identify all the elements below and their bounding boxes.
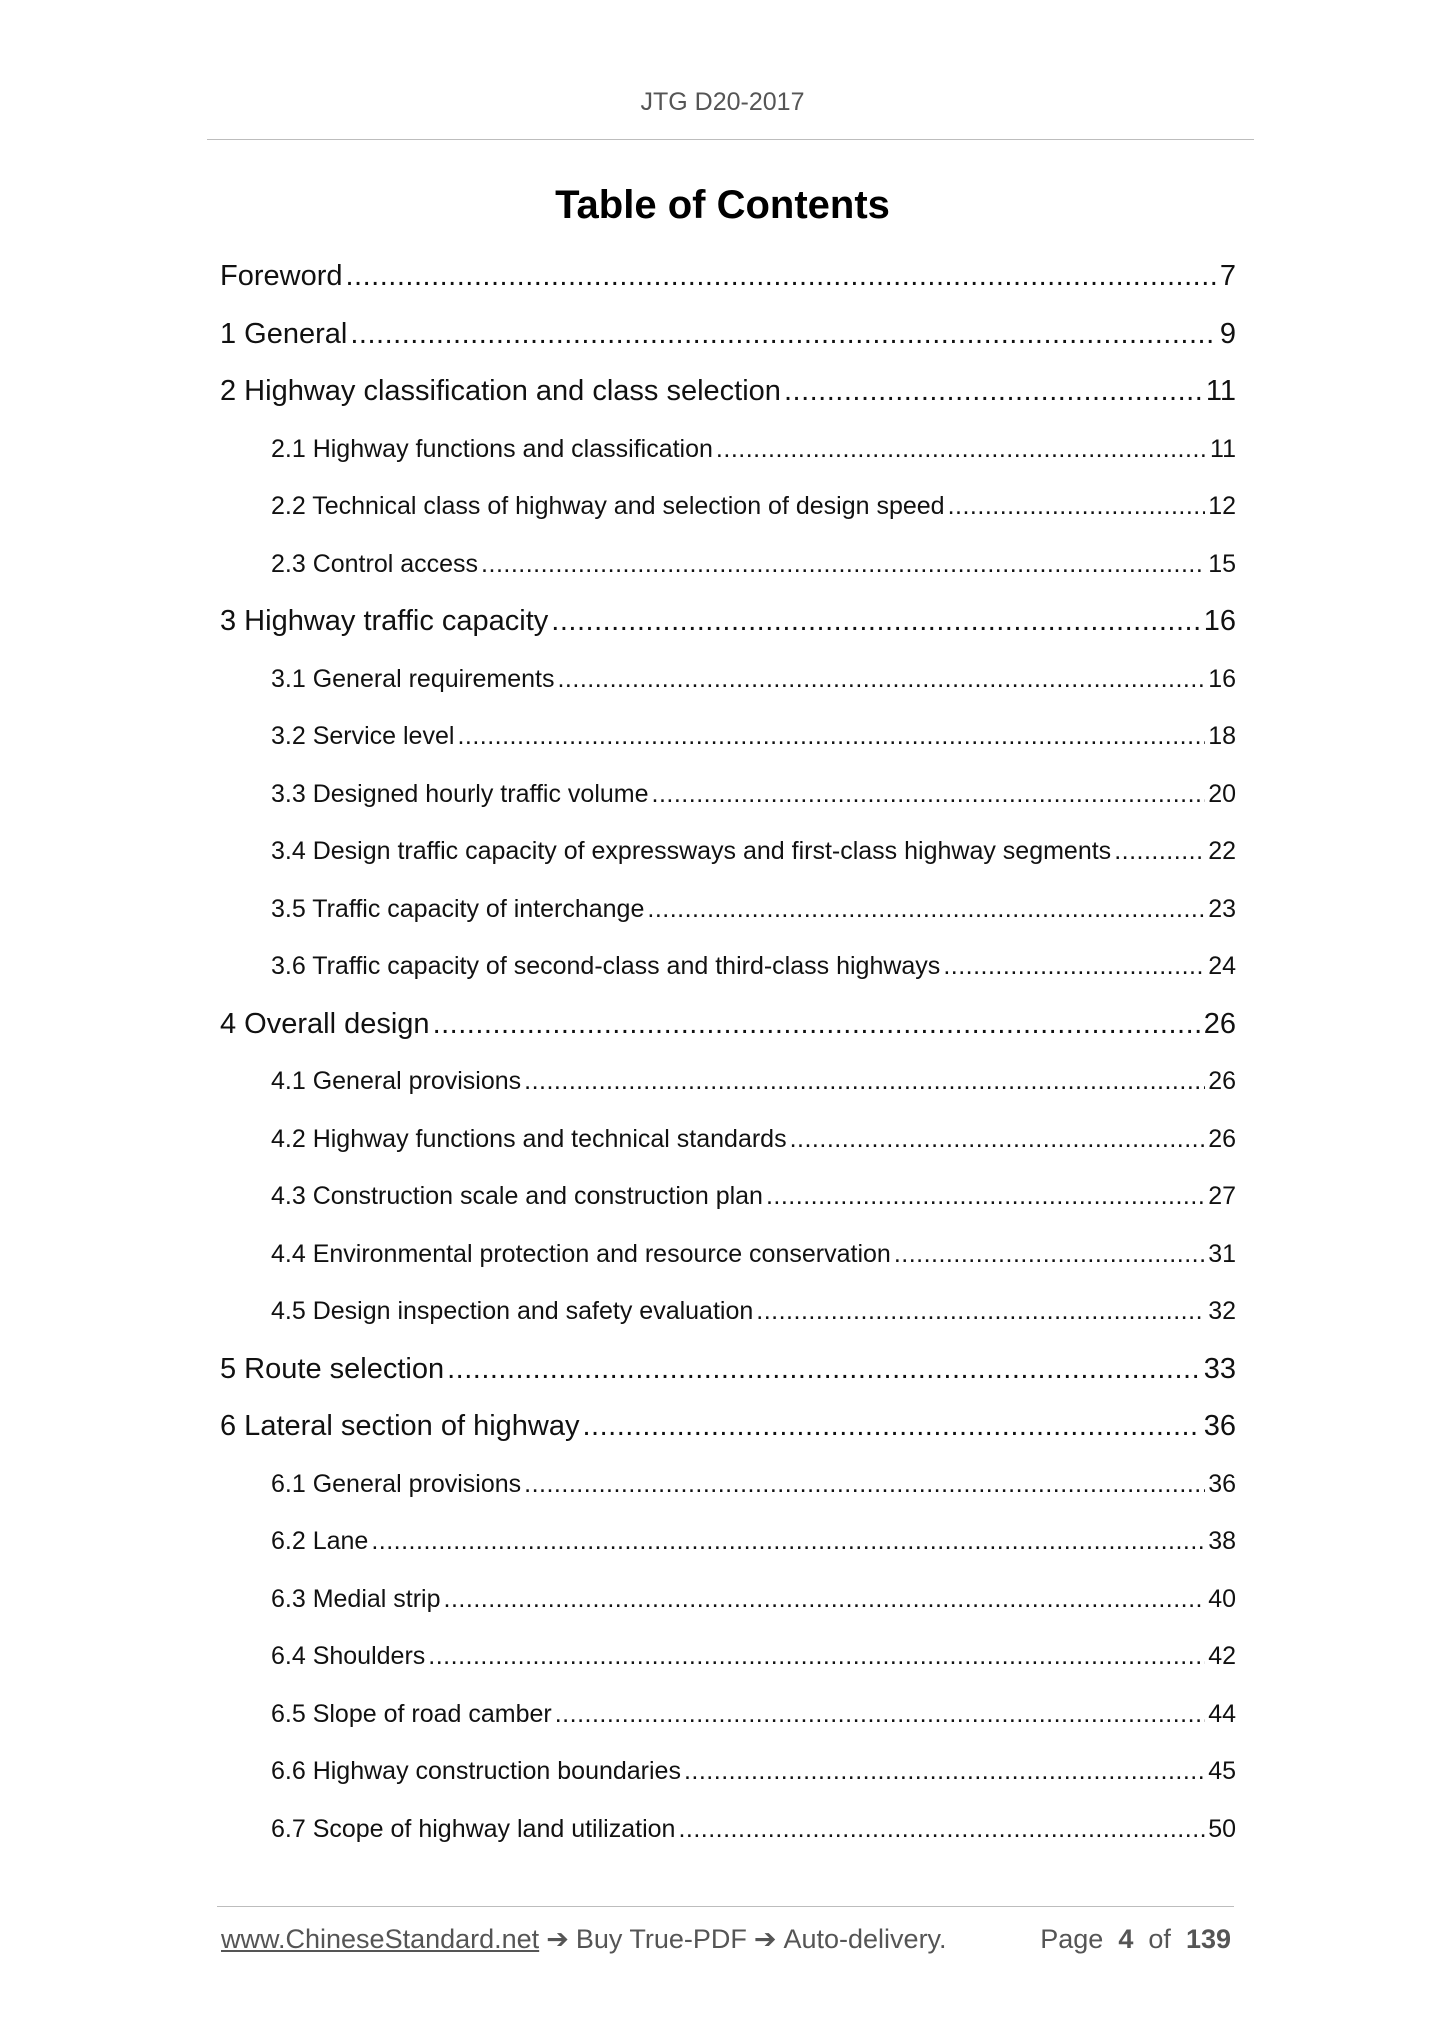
toc-section-entry[interactable] bbox=[220, 1513, 1236, 1571]
toc-entry-page: 7 bbox=[1219, 260, 1236, 292]
toc-entry-page: 24 bbox=[1208, 952, 1236, 980]
toc-chapter-entry[interactable] bbox=[220, 593, 1236, 651]
toc-entry-page: 40 bbox=[1208, 1584, 1236, 1613]
toc-entry-title: 3.1 General requirements bbox=[271, 664, 555, 693]
toc-entry-page: 22 bbox=[1208, 837, 1236, 865]
toc-section-entry[interactable] bbox=[220, 766, 1236, 824]
dot-leader bbox=[1114, 823, 1205, 881]
toc-entry-title: 5 Route selection bbox=[220, 1352, 445, 1385]
dot-leader bbox=[784, 363, 1203, 421]
toc-entry-page: 38 bbox=[1208, 1527, 1236, 1555]
dot-leader bbox=[447, 1341, 1201, 1399]
toc-entry-page: 44 bbox=[1208, 1699, 1236, 1728]
arrow-right-icon: ➔ bbox=[546, 1924, 569, 1954]
toc-section-entry[interactable] bbox=[220, 1456, 1236, 1514]
toc-entry-page: 12 bbox=[1208, 492, 1236, 520]
toc-entry-title: 4.4 Environmental protection and resource conservation bbox=[271, 1239, 891, 1268]
total-pages-number: 139 bbox=[1185, 1924, 1231, 1954]
toc-entry-page: 26 bbox=[1208, 1124, 1236, 1153]
toc-entry-page: 36 bbox=[1208, 1469, 1236, 1498]
toc-section-entry[interactable] bbox=[220, 1111, 1236, 1169]
dot-leader bbox=[948, 478, 1206, 536]
toc-entry-title: 4.3 Construction scale and construction plan bbox=[271, 1182, 763, 1210]
toc-entry-page: 42 bbox=[1208, 1642, 1236, 1670]
buy-true-pdf-text: Buy True-PDF bbox=[575, 1924, 747, 1954]
toc-section-entry[interactable] bbox=[220, 1743, 1236, 1801]
dot-leader bbox=[457, 708, 1205, 766]
page-title: Table of Contents bbox=[555, 183, 890, 227]
toc-chapter-entry[interactable] bbox=[220, 1341, 1236, 1399]
toc-entry-title: 2.2 Technical class of highway and selection of design speed bbox=[271, 492, 945, 520]
running-header: JTG D20-2017 bbox=[640, 88, 805, 116]
toc-entry-title: 6.7 Scope of highway land utilization bbox=[271, 1814, 676, 1843]
footer-left bbox=[221, 1924, 947, 1955]
toc-entry-page: 11 bbox=[1205, 375, 1236, 407]
toc-entry-title: 3.5 Traffic capacity of interchange bbox=[271, 894, 645, 923]
toc-entry-title: 2.1 Highway functions and classification bbox=[271, 434, 713, 463]
toc-entry-title: 6.2 Lane bbox=[271, 1527, 369, 1555]
toc-entry-title: 6 Lateral section of highway bbox=[220, 1410, 580, 1442]
toc-section-entry[interactable] bbox=[220, 1571, 1236, 1629]
toc-entry-page: 36 bbox=[1203, 1410, 1236, 1442]
toc-entry-title: 2 Highway classification and class selection bbox=[220, 375, 781, 407]
dot-leader bbox=[894, 1226, 1205, 1284]
toc-entry-page: 31 bbox=[1208, 1239, 1236, 1268]
toc-entry-page: 11 bbox=[1210, 434, 1236, 463]
toc-chapter-entry[interactable] bbox=[220, 996, 1236, 1054]
toc-chapter-entry[interactable] bbox=[220, 1398, 1236, 1456]
toc-chapter-entry[interactable] bbox=[220, 248, 1236, 306]
toc-section-entry[interactable] bbox=[220, 1801, 1236, 1859]
toc-entry-page: 9 bbox=[1219, 317, 1236, 350]
dot-leader bbox=[684, 1743, 1205, 1801]
toc-section-entry[interactable] bbox=[220, 651, 1236, 709]
dot-leader bbox=[555, 1686, 1205, 1744]
toc-entry-page: 50 bbox=[1208, 1814, 1236, 1843]
toc-entry-page: 16 bbox=[1208, 664, 1236, 693]
toc-section-entry[interactable] bbox=[220, 478, 1236, 536]
dot-leader bbox=[524, 1053, 1205, 1111]
toc-entry-title: 3.2 Service level bbox=[271, 722, 455, 750]
header-divider bbox=[207, 139, 1254, 140]
toc-entry-title: 6.6 Highway construction boundaries bbox=[271, 1757, 681, 1785]
toc-entry-title: 4.1 General provisions bbox=[271, 1067, 522, 1095]
dot-leader bbox=[428, 1628, 1205, 1686]
dot-leader bbox=[551, 593, 1200, 651]
toc-section-entry[interactable] bbox=[220, 938, 1236, 996]
dot-leader bbox=[756, 1283, 1205, 1341]
toc-entry-title: 4.5 Design inspection and safety evaluation bbox=[271, 1297, 754, 1325]
dot-leader bbox=[346, 248, 1217, 306]
toc-section-entry[interactable] bbox=[220, 1283, 1236, 1341]
dot-leader bbox=[583, 1398, 1201, 1456]
toc-entry-page: 23 bbox=[1208, 894, 1236, 923]
table-of-contents bbox=[220, 248, 1236, 1858]
toc-entry-title: 2.3 Control access bbox=[271, 549, 479, 578]
toc-entry-title: 6.5 Slope of road camber bbox=[271, 1699, 552, 1728]
page-footer bbox=[221, 1924, 1231, 1955]
dot-leader bbox=[371, 1513, 1205, 1571]
toc-entry-title: 3.3 Designed hourly traffic volume bbox=[271, 779, 649, 808]
dot-leader bbox=[481, 536, 1205, 594]
dot-leader bbox=[716, 421, 1207, 479]
of-word: of bbox=[1148, 1924, 1171, 1954]
toc-entry-title: 1 General bbox=[220, 317, 348, 350]
website-link[interactable]: www.ChineseStandard.net bbox=[221, 1924, 540, 1954]
toc-section-entry[interactable] bbox=[220, 708, 1236, 766]
dot-leader bbox=[652, 766, 1206, 824]
toc-entry-title: Foreword bbox=[220, 260, 343, 292]
toc-section-entry[interactable] bbox=[220, 1226, 1236, 1284]
toc-entry-page: 45 bbox=[1208, 1757, 1236, 1785]
page-indicator bbox=[1040, 1924, 1231, 1955]
arrow-right-icon: ➔ bbox=[753, 1924, 777, 1954]
toc-section-entry[interactable] bbox=[220, 1168, 1236, 1226]
toc-section-entry[interactable] bbox=[220, 1686, 1236, 1744]
toc-entry-page: 32 bbox=[1208, 1297, 1236, 1325]
dot-leader bbox=[790, 1111, 1206, 1169]
dot-leader bbox=[350, 306, 1217, 364]
toc-chapter-entry[interactable] bbox=[220, 306, 1236, 364]
toc-entry-page: 33 bbox=[1203, 1352, 1236, 1385]
toc-entry-page: 20 bbox=[1208, 779, 1236, 808]
footer-divider bbox=[217, 1906, 1234, 1907]
dot-leader bbox=[524, 1456, 1205, 1514]
auto-delivery-text: Auto-delivery. bbox=[783, 1924, 947, 1954]
toc-entry-page: 15 bbox=[1208, 549, 1236, 578]
toc-section-entry[interactable] bbox=[220, 421, 1236, 479]
dot-leader bbox=[678, 1801, 1205, 1859]
toc-section-entry[interactable] bbox=[220, 1628, 1236, 1686]
toc-entry-title: 4 Overall design bbox=[220, 1007, 430, 1040]
toc-entry-page: 18 bbox=[1208, 722, 1236, 750]
current-page-number: 4 bbox=[1118, 1924, 1134, 1954]
toc-entry-title: 4.2 Highway functions and technical standards bbox=[271, 1124, 787, 1153]
toc-entry-page: 27 bbox=[1208, 1182, 1236, 1210]
toc-entry-page: 26 bbox=[1203, 1007, 1236, 1040]
dot-leader bbox=[444, 1571, 1206, 1629]
dot-leader bbox=[766, 1168, 1205, 1226]
toc-chapter-entry[interactable] bbox=[220, 363, 1236, 421]
toc-entry-page: 26 bbox=[1208, 1067, 1236, 1095]
toc-entry-page: 16 bbox=[1203, 605, 1236, 637]
dot-leader bbox=[647, 881, 1205, 939]
dot-leader bbox=[557, 651, 1205, 709]
toc-entry-title: 6.1 General provisions bbox=[271, 1469, 522, 1498]
toc-entry-title: 6.4 Shoulders bbox=[271, 1642, 426, 1670]
dot-leader bbox=[943, 938, 1205, 996]
toc-entry-title: 6.3 Medial strip bbox=[271, 1584, 441, 1613]
toc-section-entry[interactable] bbox=[220, 536, 1236, 594]
toc-section-entry[interactable] bbox=[220, 881, 1236, 939]
page-word: Page bbox=[1040, 1924, 1104, 1954]
toc-section-entry[interactable] bbox=[220, 1053, 1236, 1111]
toc-entry-title: 3 Highway traffic capacity bbox=[220, 605, 549, 637]
toc-entry-title: 3.4 Design traffic capacity of expressways and first-class highway segments bbox=[271, 837, 1112, 865]
dot-leader bbox=[433, 996, 1201, 1054]
toc-entry-title: 3.6 Traffic capacity of second-class and third-class highways bbox=[271, 952, 941, 980]
toc-section-entry[interactable] bbox=[220, 823, 1236, 881]
